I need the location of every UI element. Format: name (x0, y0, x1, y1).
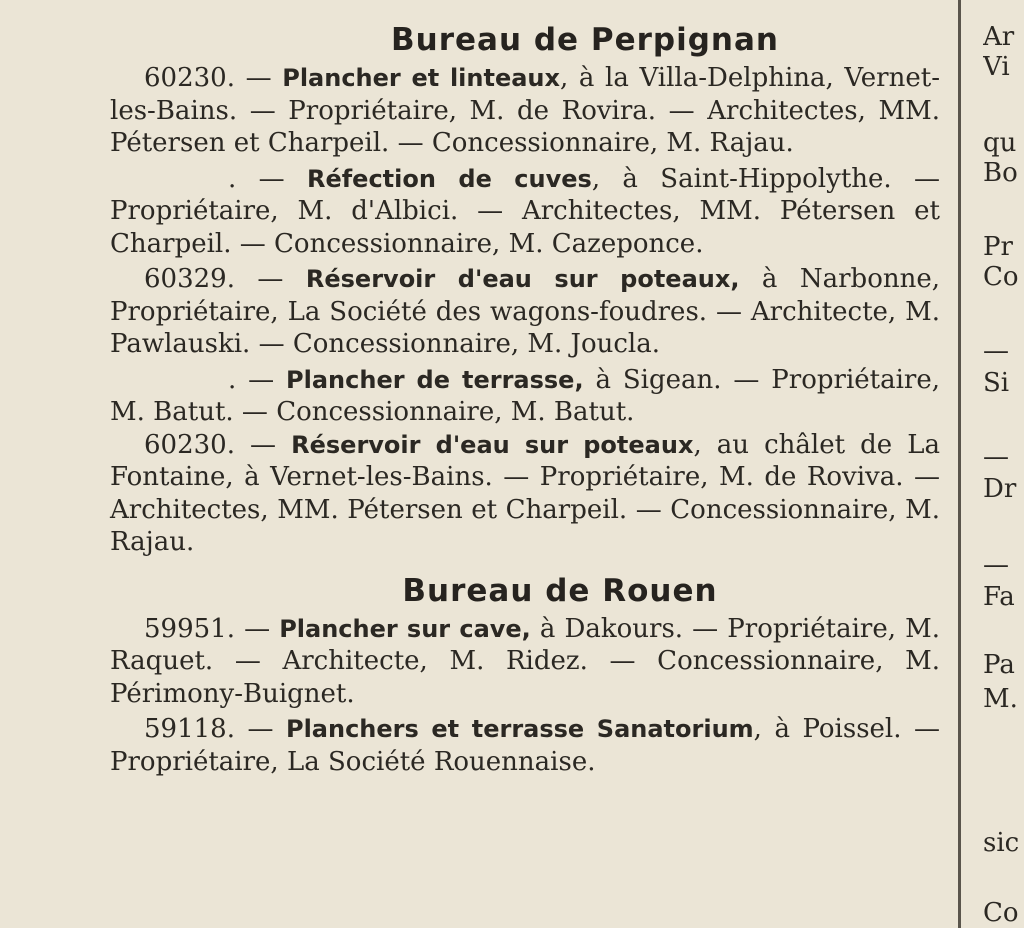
section-heading-rouen: Bureau de Rouen (402, 572, 718, 609)
entry-60329-reservoir (110, 263, 940, 361)
entry-number: 59118. — (144, 714, 286, 744)
fragment-text: — (983, 550, 1009, 580)
entry-60230-plancher (110, 62, 940, 160)
entry-number: 60230. — (144, 429, 292, 460)
entry-number: 60329. — (144, 264, 306, 294)
right-column-fragment (983, 0, 1024, 928)
entry-refection-cuves (110, 163, 940, 261)
entry-60230-reservoir (110, 429, 940, 559)
entry-title: Réfection de cuves (306, 164, 592, 193)
main-column (110, 18, 940, 778)
fragment-text: — (983, 442, 1009, 472)
fragment-text: M. (983, 684, 1018, 714)
entry-text: , à la Villa-Delphina, Vernet-les-Bains. — Propriétaire, M. de Rovira. — Architectes, MM. Pétersen et Charpeil. — Concessionnaire, M. Rajau. (110, 63, 940, 158)
fragment-text: Co (983, 262, 1019, 292)
entry-text: à Sigean. — Propriétaire, M. Batut. — Concessionnaire, M. Batut. (110, 364, 940, 427)
fragment-text: Pa (983, 650, 1015, 680)
entry-title: Planchers et terrasse Sanatorium (285, 715, 754, 743)
fragment-text: Fa (983, 582, 1015, 612)
fragment-text: Vi (983, 52, 1010, 82)
entry-plancher-terrasse (110, 364, 940, 429)
entry-title: Plancher et linteaux (282, 64, 560, 92)
entry-text: , à Poissel. — Propriétaire, La Société Rouennaise. (110, 714, 941, 777)
fragment-text: Bo (983, 158, 1018, 188)
fragment-text: Ar (983, 22, 1015, 52)
entry-title: Réservoir d'eau sur poteaux (291, 430, 694, 459)
entry-text: , à Saint-Hippolythe. — Propriétaire, M. d'Albici. — Architectes, MM. Pétersen et Charpeil. — Concessionnaire, M. Cazeponce. (110, 163, 941, 259)
entry-number: . — (228, 364, 287, 395)
fragment-text: sic (983, 828, 1020, 858)
entry-title: Plancher de terrasse, (286, 365, 584, 394)
entry-text: à Narbonne, Propriétaire, La Société des wagons-foudres. — Architecte, M. Pawlauski. — Concessionnaire, M. Joucla. (110, 264, 940, 359)
fragment-text: — (983, 336, 1009, 366)
fragment-text: Si (983, 368, 1010, 398)
fragment-text: Dr (983, 474, 1017, 504)
entry-text: , au châlet de La Fontaine, à Vernet-les-Bains. — Propriétaire, M. de Roviva. — Architectes, MM. Pétersen et Charpeil. — Concessionnaire, M. Rajau. (110, 429, 940, 557)
column-divider (958, 0, 961, 928)
entry-text: à Dakours. — Propriétaire, M. Raquet. — Architecte, M. Ridez. — Concessionnaire, M. Périmony-Buignet. (110, 613, 940, 709)
fragment-text: Pr (983, 232, 1013, 262)
entry-number: . — (228, 163, 307, 194)
entry-title: Plancher sur cave, (279, 614, 531, 643)
entry-number: 59951. — (144, 613, 280, 644)
fragment-text: qu (983, 128, 1017, 158)
section-heading-perpignan: Bureau de Perpignan (391, 22, 779, 58)
entry-59951-plancher (110, 613, 940, 711)
entry-title: Réservoir d'eau sur poteaux, (305, 265, 740, 293)
entry-number: 60230. — (144, 63, 283, 93)
entry-59118-planchers (110, 713, 940, 778)
fragment-text: Co (983, 898, 1019, 928)
